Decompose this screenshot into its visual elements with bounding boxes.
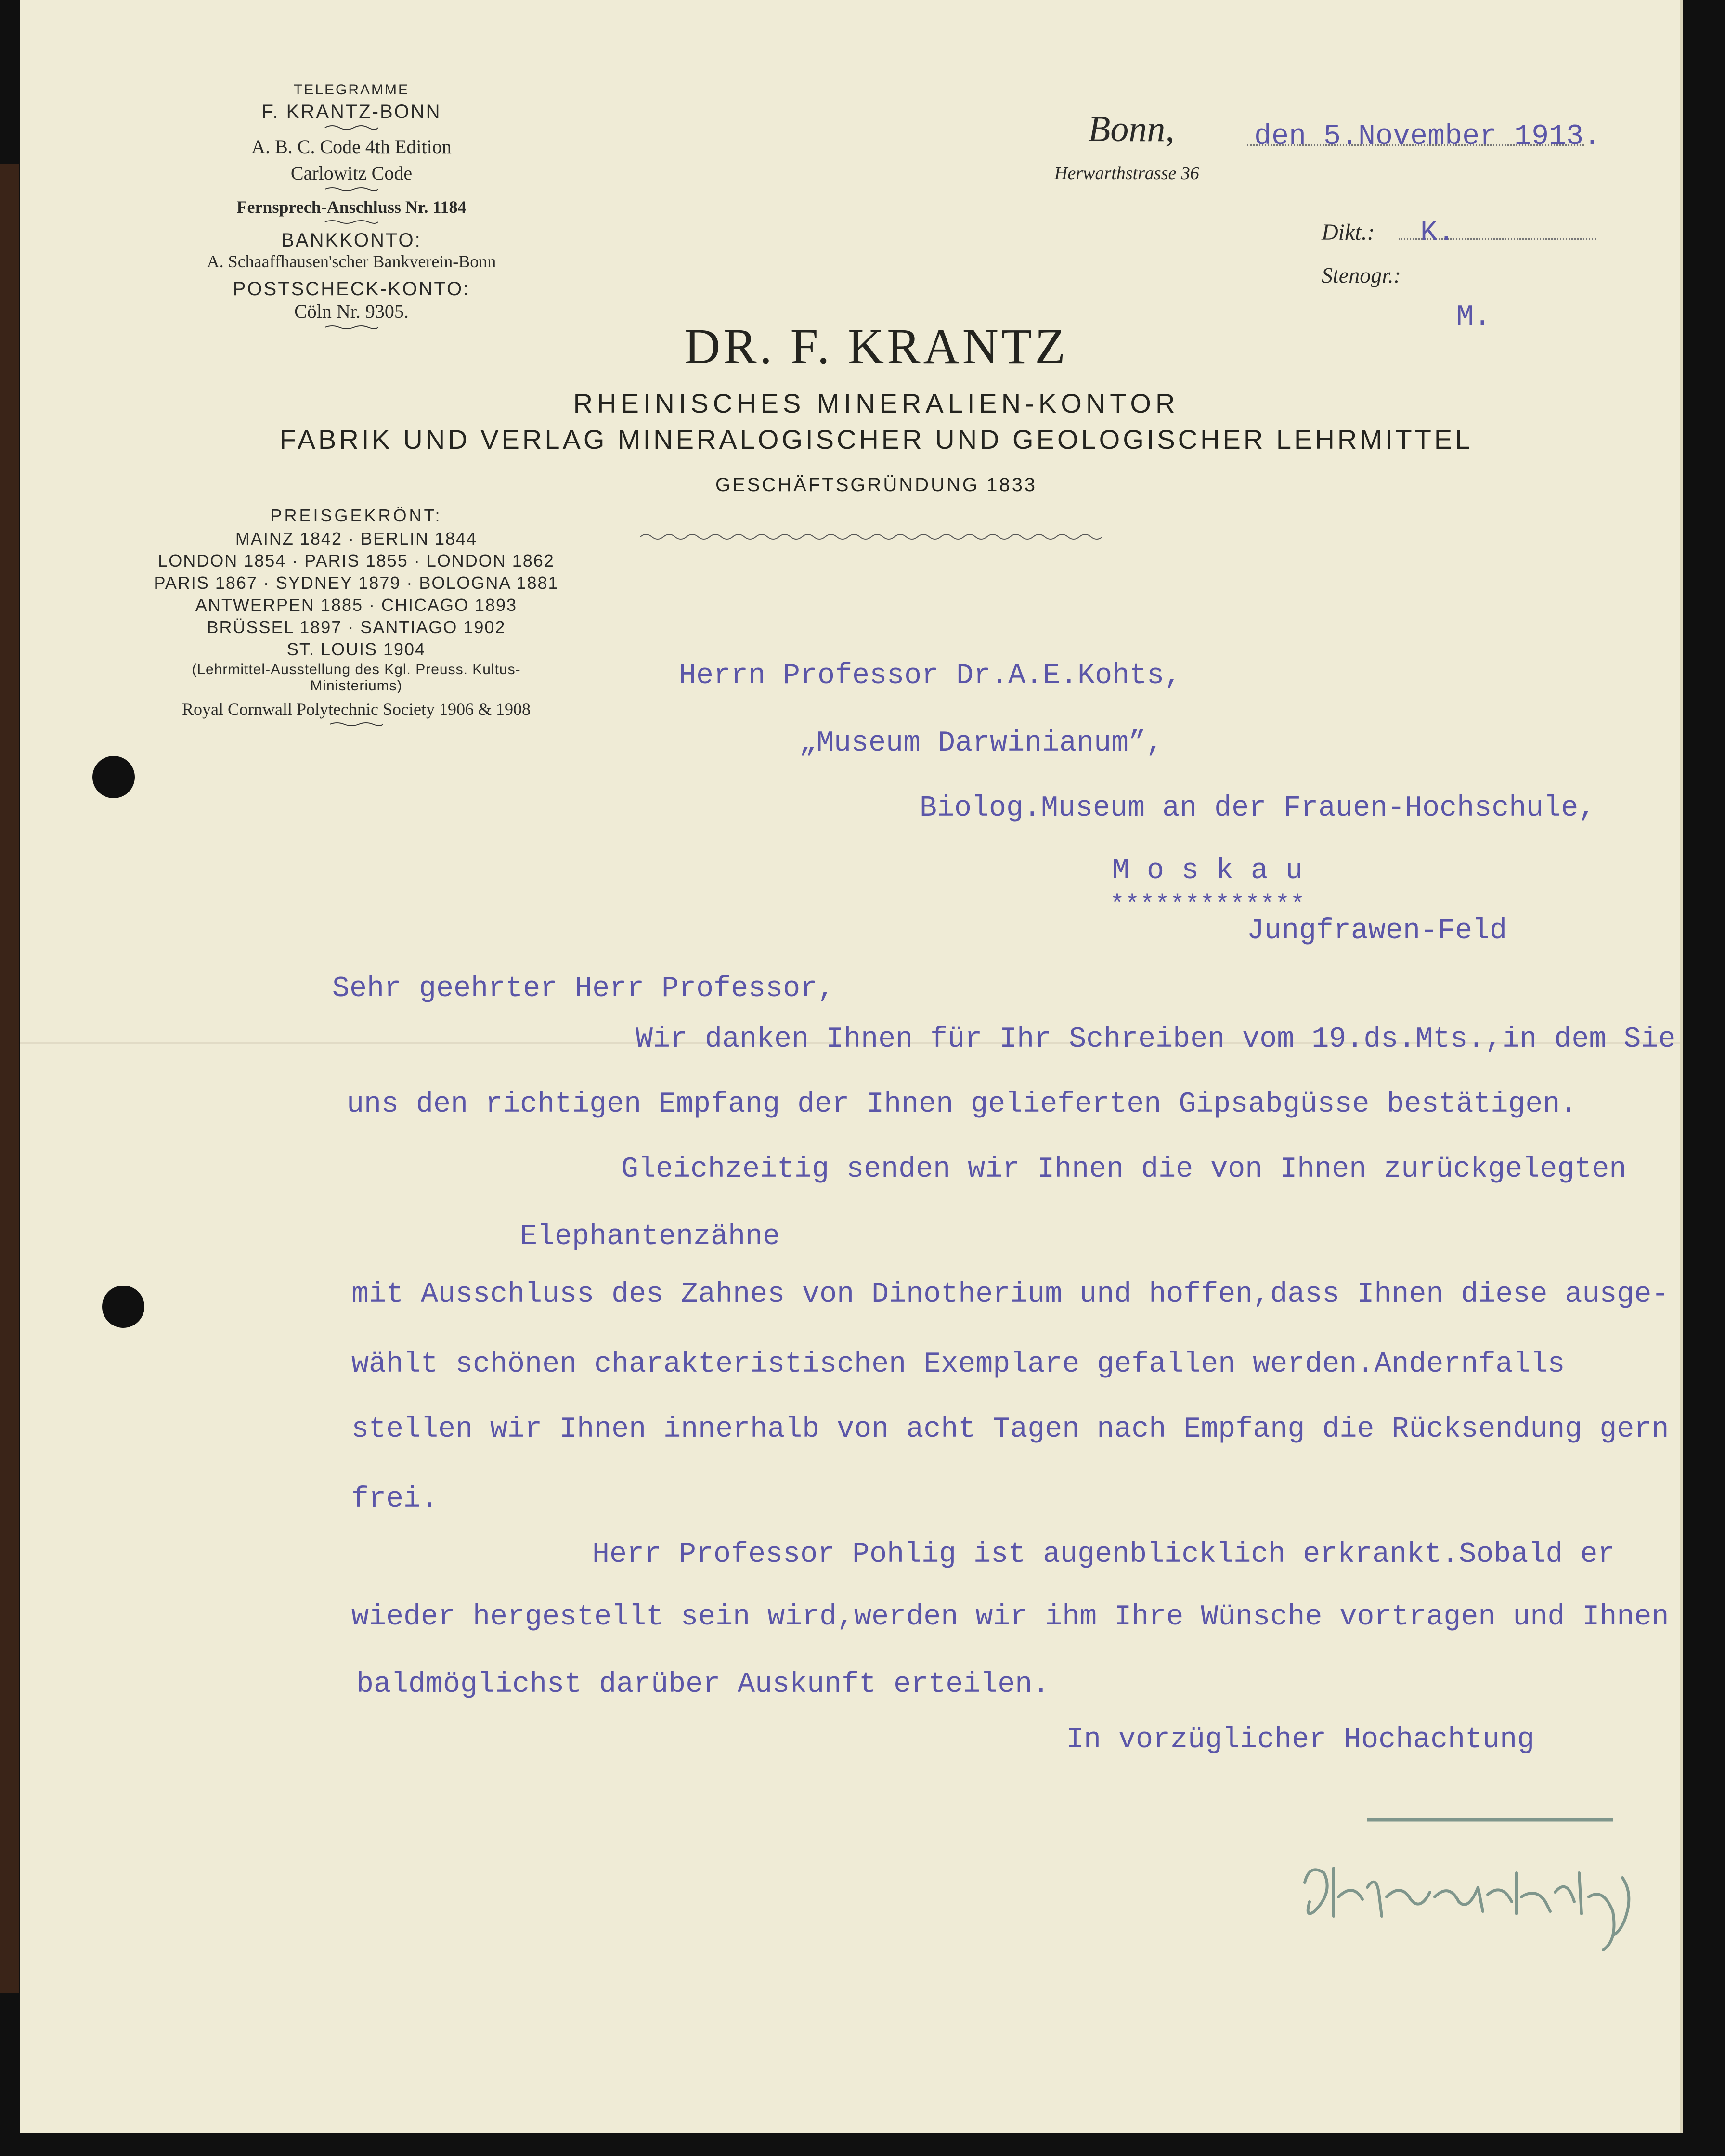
ornament-divider	[323, 185, 380, 193]
recipient-line: *************	[1110, 891, 1305, 919]
firm-subtitle: RHEINISCHES MINERALIEN-KONTOR	[573, 388, 1180, 418]
postscheck-value: Cöln Nr. 9305.	[294, 300, 409, 322]
award-line: ANTWERPEN 1885 · CHICAGO 1893	[195, 595, 518, 615]
award-line: Ministeriums)	[310, 678, 402, 694]
postscheck-label: POSTSCHECK-KONTO:	[233, 278, 470, 299]
award-line: PARIS 1867 · SYDNEY 1879 · BOLOGNA 1881	[154, 573, 559, 593]
award-line: MAINZ 1842 · BERLIN 1844	[235, 529, 478, 548]
body-line: Elephantenzähne	[520, 1221, 780, 1253]
ornament-divider	[327, 720, 385, 728]
bank-name: A. Schaaffhausen'scher Bankverein-Bonn	[207, 252, 496, 271]
body-line: uns den richtigen Empfang der Ihnen gelieferten Gipsabgüsse bestätigen.	[347, 1088, 1578, 1121]
recipient-line: Jungfrawen-Feld	[1247, 915, 1507, 948]
body-line: baldmöglichst darüber Auskunft erteilen.	[356, 1668, 1050, 1701]
telegram-label: TELEGRAMME	[293, 82, 410, 98]
body-line: wieder hergestellt sein wird,werden wir ihm Ihre Wünsche vortragen und Ihnen	[351, 1601, 1669, 1634]
street-address: Herwarthstrasse 36	[1054, 163, 1199, 183]
body-line: Herr Professor Pohlig ist augenblicklich erkrankt.Sobald er	[592, 1538, 1615, 1571]
firm-description: FABRIK UND VERLAG MINERALOGISCHER UND GEOLOGISCHER LEHRMITTEL	[279, 424, 1473, 455]
scan-background-edge	[0, 164, 19, 1993]
typed-date: den 5.November 1913.	[1254, 120, 1601, 153]
body-line: wählt schönen charakteristischen Exemplare gefallen werden.Andernfalls	[351, 1348, 1565, 1381]
dikt-initials: K.	[1420, 217, 1455, 249]
header-wave-divider	[640, 532, 1102, 542]
telegram-address: F. KRANTZ-BONN	[261, 101, 441, 122]
stenogr-initials: M.	[1456, 301, 1492, 334]
body-line: stellen wir Ihnen innerhalb von acht Tagen nach Empfang die Rücksendung gern	[351, 1413, 1669, 1446]
ornament-divider	[323, 218, 380, 226]
awards-block	[116, 506, 597, 732]
award-line: Royal Cornwall Polytechnic Society 1906 & 1908	[182, 700, 531, 719]
stenogr-label: Stenogr.:	[1322, 263, 1401, 287]
closing: In vorzüglicher Hochachtung	[1066, 1724, 1535, 1756]
firm-name: DR. F. KRANTZ	[684, 319, 1068, 374]
body-line: Wir danken Ihnen für Ihr Schreiben vom 19.ds.Mts.,in dem Sie	[636, 1023, 1676, 1056]
awards-label: PREISGEKRÖNT:	[270, 506, 442, 525]
city-label: Bonn,	[1088, 109, 1175, 149]
letterhead-contact-block	[116, 82, 587, 335]
body-line: Gleichzeitig senden wir Ihnen die von Ihnen zurückgelegten	[621, 1153, 1627, 1186]
award-line: LONDON 1854 · PARIS 1855 · LONDON 1862	[158, 551, 555, 571]
recipient-line: „Museum Darwinianum”,	[799, 727, 1164, 760]
handwritten-signature	[1295, 1815, 1661, 1960]
abc-code: A. B. C. Code 4th Edition	[251, 136, 452, 157]
carlowitz-code: Carlowitz Code	[290, 162, 413, 184]
punch-hole-bottom	[102, 1286, 144, 1328]
salutation: Sehr geehrter Herr Professor,	[332, 973, 835, 1005]
award-line: (Lehrmittel-Ausstellung des Kgl. Preuss. Kultus-	[192, 662, 521, 677]
phone-number: Fernsprech-Anschluss Nr. 1184	[236, 197, 467, 217]
recipient-line: Herrn Professor Dr.A.E.Kohts,	[679, 660, 1182, 692]
ornament-divider	[323, 124, 380, 131]
recipient-line: Biolog.Museum an der Frauen-Hochschule,	[920, 792, 1596, 825]
recipient-line: M o s k a u	[1112, 855, 1303, 887]
founding-year: GESCHÄFTSGRÜNDUNG 1833	[715, 474, 1038, 495]
body-line: mit Ausschluss des Zahnes von Dinotherium und hoffen,dass Ihnen diese ausge-	[351, 1278, 1669, 1311]
award-line: ST. LOUIS 1904	[286, 639, 426, 659]
dikt-label: Dikt.:	[1322, 220, 1375, 245]
body-line: frei.	[351, 1483, 439, 1516]
award-line: BRÜSSEL 1897 · SANTIAGO 1902	[207, 617, 506, 637]
bank-label: BANKKONTO:	[281, 230, 422, 251]
punch-hole-top	[92, 756, 135, 798]
